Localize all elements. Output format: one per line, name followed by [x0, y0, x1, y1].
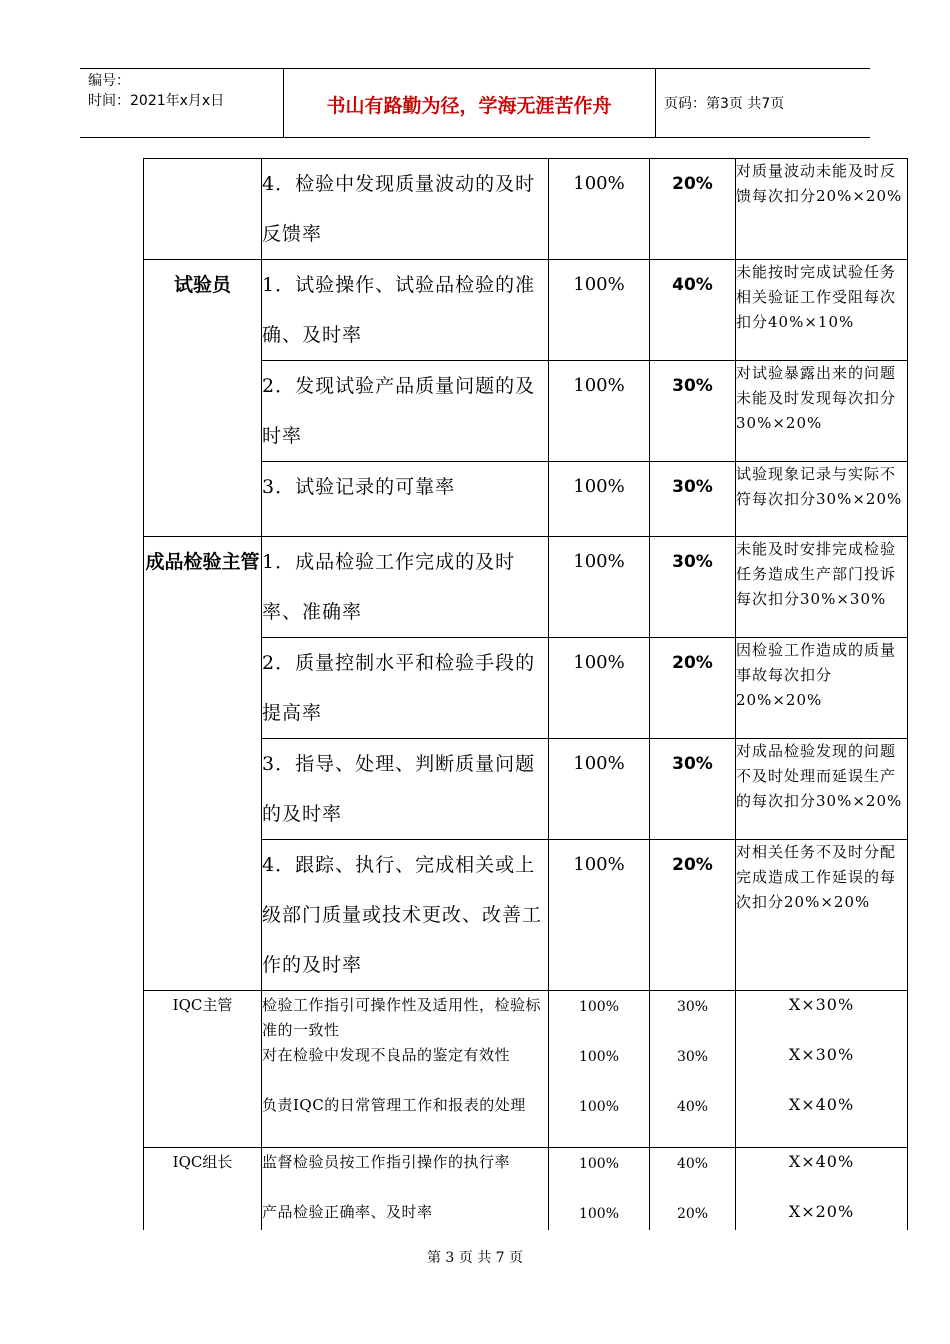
deduction-rule: 试验现象记录与实际不符每次扣分30%×20%: [736, 462, 908, 537]
deduction-rule: [736, 991, 908, 1148]
weight-value: 20%: [650, 840, 736, 991]
sub-target: 100%: [578, 999, 620, 1015]
document-number-label: 编号：: [88, 73, 130, 89]
weight-value: [650, 991, 736, 1148]
sub-target: 100%: [578, 1099, 620, 1115]
weight-value: [650, 1148, 736, 1231]
assessment-item: [262, 991, 549, 1148]
target-value: 100%: [549, 537, 650, 638]
sub-rule: X×30%: [788, 1045, 855, 1064]
weight-value: 30%: [650, 739, 736, 840]
table-row: [144, 537, 908, 638]
page-header: [80, 68, 870, 138]
sub-rule: X×40%: [788, 1152, 855, 1171]
header-divider: [655, 69, 656, 137]
header-motto: 书山有路勤为径，学海无涯苦作舟: [326, 95, 612, 117]
target-value: 100%: [549, 159, 650, 260]
page-footer: 第 3 页 共 7 页: [426, 1250, 524, 1266]
target-value: 100%: [549, 739, 650, 840]
sub-item: 监督检验员按工作指引操作的执行率: [262, 1153, 511, 1171]
sub-weight: 40%: [676, 1099, 709, 1115]
assessment-item: [262, 1148, 549, 1231]
table-row: [144, 159, 908, 260]
assessment-item: 2．质量控制水平和检验手段的提高率: [262, 638, 549, 739]
header-meta: [88, 71, 224, 111]
assessment-item: 3．指导、处理、判断质量问题的及时率: [262, 739, 549, 840]
table-row: [144, 260, 908, 361]
role-cell: [144, 159, 262, 260]
sub-rule: X×40%: [788, 1095, 855, 1114]
assessment-item: 3．试验记录的可靠率: [262, 462, 549, 537]
role-cell: 试验员: [144, 260, 262, 537]
target-value: [549, 1148, 650, 1231]
target-value: 100%: [549, 361, 650, 462]
header-page-number: 页码：第3页 共7页: [664, 96, 785, 112]
table-row: [144, 1148, 908, 1231]
assessment-item: 4．跟踪、执行、完成相关或上级部门质量或技术更改、改善工作的及时率: [262, 840, 549, 991]
sub-weight: 30%: [676, 1049, 709, 1065]
weight-value: 30%: [650, 537, 736, 638]
target-value: [549, 991, 650, 1148]
role-cell: 成品检验主管: [144, 537, 262, 991]
deduction-rule: 对质量波动未能及时反馈每次扣分20%×20%: [736, 159, 908, 260]
sub-weight: 40%: [676, 1156, 709, 1172]
sub-item: 产品检验正确率、及时率: [262, 1203, 433, 1221]
target-value: 100%: [549, 840, 650, 991]
assessment-item: 2．发现试验产品质量问题的及时率: [262, 361, 549, 462]
sub-target: 100%: [578, 1206, 620, 1222]
weight-value: 40%: [650, 260, 736, 361]
target-value: 100%: [549, 260, 650, 361]
deduction-rule: 对相关任务不及时分配完成造成工作延误的每次扣分20%×20%: [736, 840, 908, 991]
deduction-rule: 对试验暴露出来的问题未能及时发现每次扣分30%×20%: [736, 361, 908, 462]
assessment-item: 1．成品检验工作完成的及时率、准确率: [262, 537, 549, 638]
assessment-item: 4．检验中发现质量波动的及时反馈率: [262, 159, 549, 260]
sub-item: 检验工作指引可操作性及适用性，检验标准的一致性: [262, 996, 542, 1039]
deduction-rule: 未能及时安排完成检验任务造成生产部门投诉每次扣分30%×30%: [736, 537, 908, 638]
deduction-rule: 对成品检验发现的问题不及时处理而延误生产的每次扣分30%×20%: [736, 739, 908, 840]
role-cell: IQC主管: [144, 991, 262, 1148]
target-value: 100%: [549, 462, 650, 537]
assessment-item: 1．试验操作、试验品检验的准确、及时率: [262, 260, 549, 361]
weight-value: 20%: [650, 159, 736, 260]
weight-value: 30%: [650, 462, 736, 537]
sub-target: 100%: [578, 1156, 620, 1172]
sub-rule: X×20%: [788, 1202, 855, 1221]
weight-value: 20%: [650, 638, 736, 739]
assessment-table: [143, 158, 908, 1230]
sub-item: 负责IQC的日常管理工作和报表的处理: [262, 1096, 526, 1114]
weight-value: 30%: [650, 361, 736, 462]
sub-item: 对在检验中发现不良品的鉴定有效性: [262, 1046, 511, 1064]
deduction-rule: [736, 1148, 908, 1231]
target-value: 100%: [549, 638, 650, 739]
deduction-rule: 未能按时完成试验任务相关验证工作受阻每次扣分40%×10%: [736, 260, 908, 361]
role-cell: IQC组长: [144, 1148, 262, 1231]
deduction-rule: 因检验工作造成的质量事故每次扣分20%×20%: [736, 638, 908, 739]
table-row: [144, 991, 908, 1148]
document-date-label: 时间：2021年x月x日: [88, 93, 225, 109]
sub-rule: X×30%: [788, 995, 855, 1014]
sub-weight: 30%: [676, 999, 709, 1015]
sub-target: 100%: [578, 1049, 620, 1065]
sub-weight: 20%: [676, 1206, 709, 1222]
